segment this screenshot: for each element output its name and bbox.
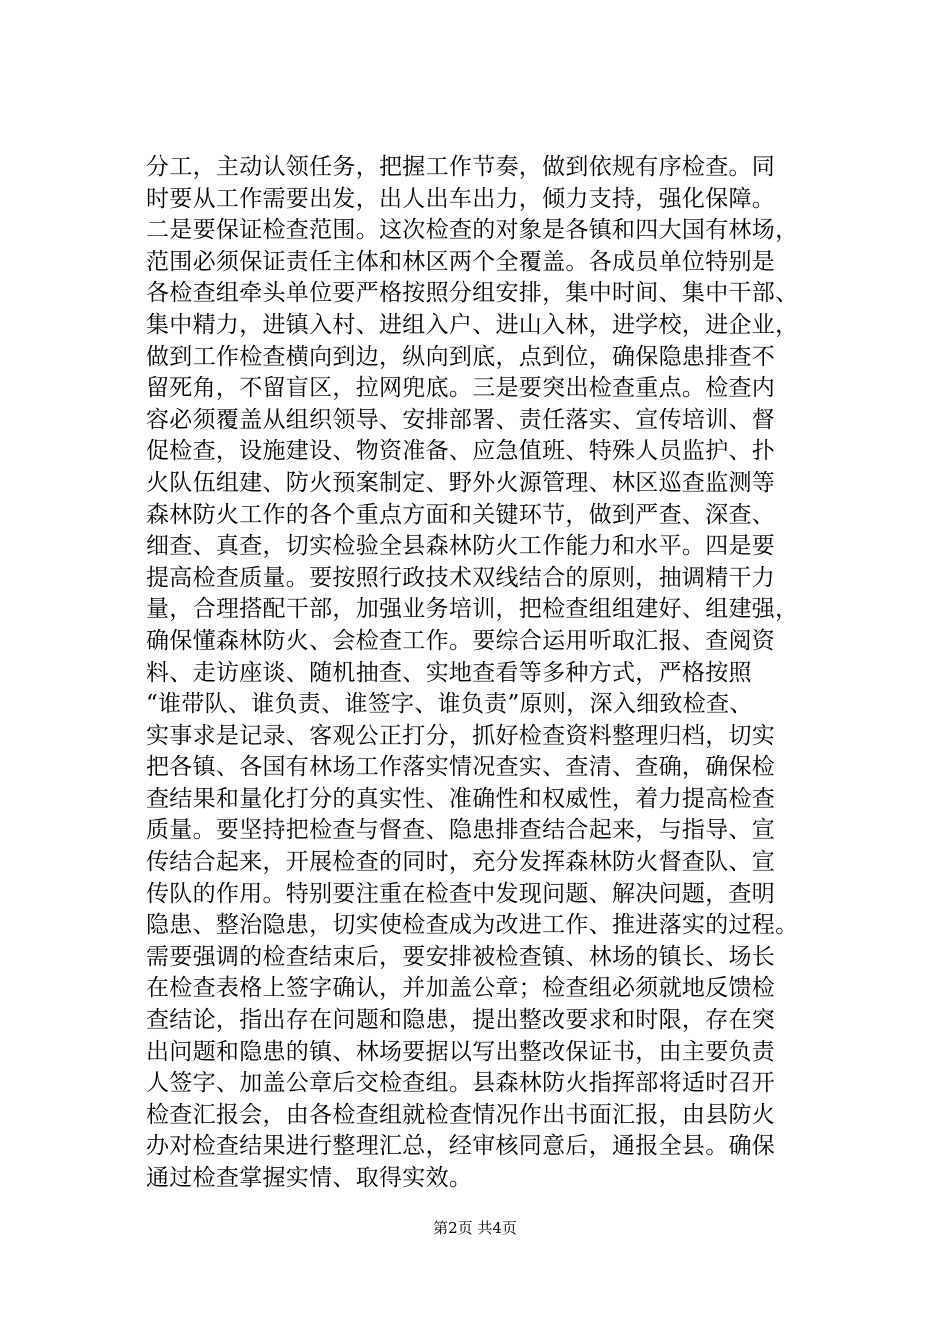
text-line: 集中精力，进镇入村、进组入户、进山入林，进学校，进企业， xyxy=(146,311,799,338)
text-line: 料、走访座谈、随机抽查、实地查看等多种方式，严格按照 xyxy=(146,659,752,686)
text-line: 传队的作用。特别要注重在检查中发现问题、解决问题，查明 xyxy=(146,880,776,907)
text-line: 办对检查结果进行整理汇总，经审核同意后，通报全县。确保 xyxy=(146,1133,776,1160)
text-line: 二是要保证检查范围。这次检查的对象是各镇和四大国有林场， xyxy=(146,217,799,244)
text-line: 出问题和隐患的镇、林场要据以写出整改保证书，由主要负责 xyxy=(146,1038,776,1065)
text-line: 细查、真查，切实检验全县森林防火工作能力和水平。四是要 xyxy=(146,533,776,560)
text-line: 查结论，指出存在问题和隐患，提出整改要求和时限，存在突 xyxy=(146,1007,776,1034)
text-line: 人签字、加盖公章后交检查组。县森林防火指挥部将适时召开 xyxy=(146,1070,776,1097)
text-line: 实事求是记录、客观公正打分，抓好检查资料整理归档，切实 xyxy=(146,722,776,749)
text-line: 做到工作检查横向到边，纵向到底，点到位，确保隐患排查不 xyxy=(146,343,776,370)
text-line: 时要从工作需要出发，出人出车出力，倾力支持，强化保障。 xyxy=(146,185,776,212)
text-line: 火队伍组建、防火预案制定、野外火源管理、林区巡查监测等 xyxy=(146,469,776,496)
text-line: 森林防火工作的各个重点方面和关键环节，做到严查、深查、 xyxy=(146,501,776,528)
text-line: 需要强调的检查结束后，要安排被检查镇、林场的镇长、场长 xyxy=(146,943,776,970)
text-line: 把各镇、各国有林场工作落实情况查实、查清、查确，确保检 xyxy=(146,754,776,781)
text-line: 留死角，不留盲区，拉网兜底。三是要突出检查重点。检查内 xyxy=(146,375,776,402)
body-text xyxy=(146,152,856,1195)
text-line: 量，合理搭配干部，加强业务培训，把检查组组建好、组建强， xyxy=(146,596,799,623)
text-line: “谁带队、谁负责、谁签字、谁负责”原则，深入细致检查、 xyxy=(146,691,753,718)
text-line: 提高检查质量。要按照行政技术双线结合的原则，抽调精干力 xyxy=(146,564,776,591)
text-line: 检查汇报会，由各检查组就检查情况作出书面汇报，由县防火 xyxy=(146,1101,776,1128)
text-line: 促检查，设施建设、物资准备、应急值班、特殊人员监护、扑 xyxy=(146,438,776,465)
text-line: 范围必须保证责任主体和林区两个全覆盖。各成员单位特别是 xyxy=(146,248,776,275)
text-line: 传结合起来，开展检查的同时，充分发挥森林防火督查队、宣 xyxy=(146,849,776,876)
text-line: 各检查组牵头单位要严格按照分组安排，集中时间、集中干部、 xyxy=(146,280,799,307)
text-line: 通过检查掌握实情、取得实效。 xyxy=(146,1165,473,1191)
text-line: 在检查表格上签字确认，并加盖公章；检查组必须就地反馈检 xyxy=(146,975,776,1002)
page-footer: 第2页 共4页 xyxy=(433,1219,517,1237)
text-line: 确保懂森林防火、会检查工作。要综合运用听取汇报、查阅资 xyxy=(146,627,776,654)
text-line: 容必须覆盖从组织领导、安排部署、责任落实、宣传培训、督 xyxy=(146,406,776,433)
text-line: 隐患、整治隐患，切实使检查成为改进工作、推进落实的过程。 xyxy=(146,912,799,939)
text-line: 分工，主动认领任务，把握工作节奏，做到依规有序检查。同 xyxy=(146,154,776,180)
text-line: 查结果和量化打分的真实性、准确性和权威性，着力提高检查 xyxy=(146,785,776,812)
text-line: 质量。要坚持把检查与督查、隐患排查结合起来，与指导、宣 xyxy=(146,817,776,844)
